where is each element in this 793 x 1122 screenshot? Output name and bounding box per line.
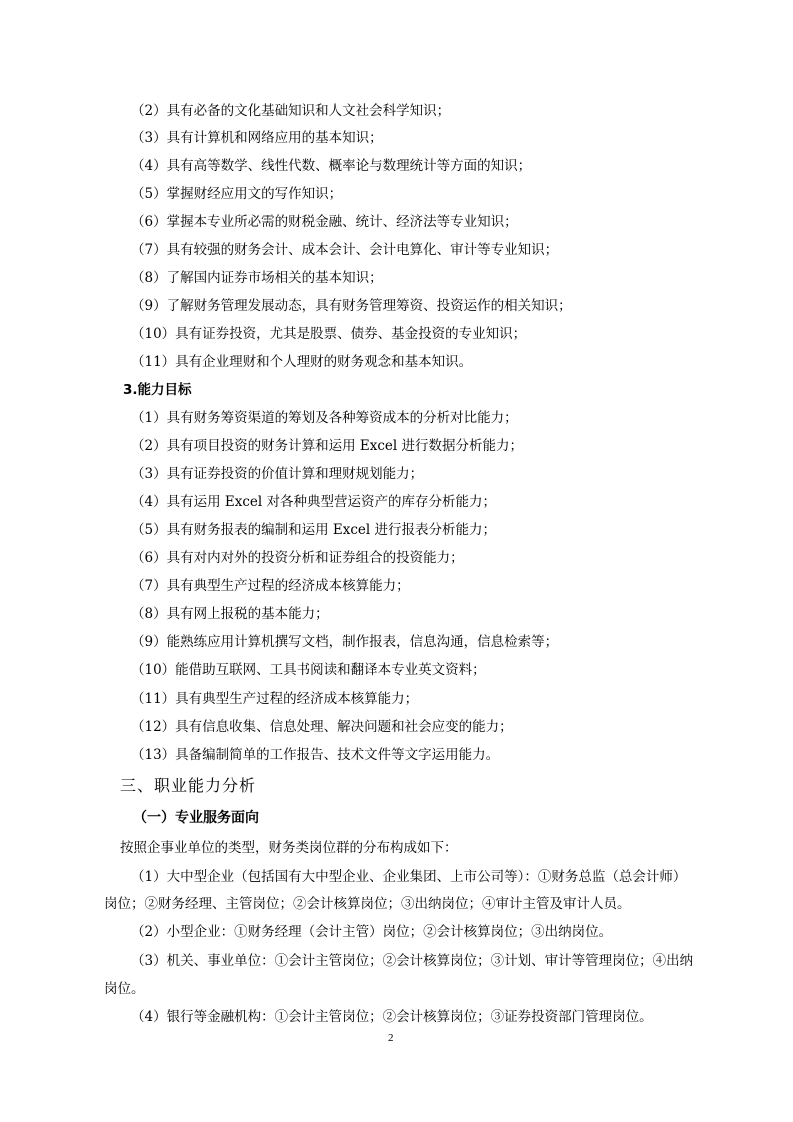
ability-item: （9）能熟练应用计算机撰写文档，制作报表，信息沟通，信息检索等； — [131, 634, 559, 650]
knowledge-item: （7）具有较强的财务会计、成本会计、会计电算化、审计等专业知识； — [131, 242, 559, 258]
knowledge-item: （9）了解财务管理发展动态，具有财务管理筹资、投资运作的相关知识； — [131, 298, 572, 314]
ability-item: （3）具有证券投资的价值计算和理财规划能力； — [131, 466, 424, 482]
post-item: （3）机关、事业单位：①会计主管岗位；②会计核算岗位；③计划、审计等管理岗位；④出纳 — [131, 953, 694, 969]
ability-item: （2）具有项目投资的财务计算和运用 Excel 进行数据分析能力； — [131, 438, 524, 454]
ability-item: （11）具有典型生产过程的经济成本核算能力； — [131, 691, 419, 707]
ability-item: （5）具有财务报表的编制和运用 Excel 进行报表分析能力； — [131, 522, 497, 538]
knowledge-item: （6）掌握本专业所必需的财税金融、统计、经济法等专业知识； — [131, 214, 518, 230]
ability-heading: 3.能力目标 — [123, 382, 192, 398]
intro-paragraph: 按照企事业单位的类型，财务类岗位群的分布构成如下： — [120, 840, 458, 856]
knowledge-item: （10）具有证券投资，尤其是股票、债券、基金投资的专业知识； — [131, 326, 527, 342]
knowledge-item: （11）具有企业理财和个人理财的财务观念和基本知识。 — [131, 354, 473, 370]
post-item-continuation: 岗位；②财务经理、主管岗位；②会计核算岗位；③出纳岗位；④审计主管及审计人员。 — [104, 896, 631, 912]
knowledge-item: （2）具有必备的文化基础知识和人文社会科学知识； — [131, 103, 451, 119]
ability-item: （8）具有网上报税的基本能力； — [131, 606, 329, 622]
ability-item: （4）具有运用 Excel 对各种典型营运资产的库存分析能力； — [131, 494, 497, 510]
post-item: （2）小型企业：①财务经理（会计主管）岗位；②会计核算岗位；③出纳岗位。 — [131, 924, 613, 940]
ability-item: （6）具有对内对外的投资分析和证券组合的投资能力； — [131, 550, 464, 566]
ability-item: （1）具有财务筹资渠道的筹划及各种筹资成本的分析对比能力； — [131, 410, 518, 426]
knowledge-item: （3）具有计算机和网络应用的基本知识； — [131, 130, 383, 146]
page-number: 2 — [388, 1032, 394, 1044]
ability-item: （7）具有典型生产过程的经济成本核算能力； — [131, 578, 410, 594]
post-item: （1）大中型企业（包括国有大中型企业、企业集团、上市公司等）：①财务总监（总会计师） — [131, 869, 687, 885]
knowledge-item: （4）具有高等数学、线性代数、概率论与数理统计等方面的知识； — [131, 158, 532, 174]
ability-item: （12）具有信息收集、信息处理、解决问题和社会应变的能力； — [131, 719, 513, 735]
post-item-continuation: 岗位。 — [104, 981, 145, 997]
knowledge-item: （5）掌握财经应用文的写作知识； — [131, 186, 343, 202]
ability-item: （13）具备编制简单的工作报告、技术文件等文字运用能力。 — [131, 747, 500, 763]
ability-item: （10）能借助互联网、工具书阅读和翻译本专业英文资料； — [131, 662, 486, 678]
knowledge-item: （8）了解国内证券市场相关的基本知识； — [131, 270, 383, 286]
subsection-title: （一）专业服务面向 — [133, 810, 259, 826]
post-item: （4）银行等金融机构：①会计主管岗位；②会计核算岗位；③证券投资部门管理岗位。 — [131, 1009, 653, 1025]
section-title: 三、职业能力分析 — [120, 776, 257, 795]
